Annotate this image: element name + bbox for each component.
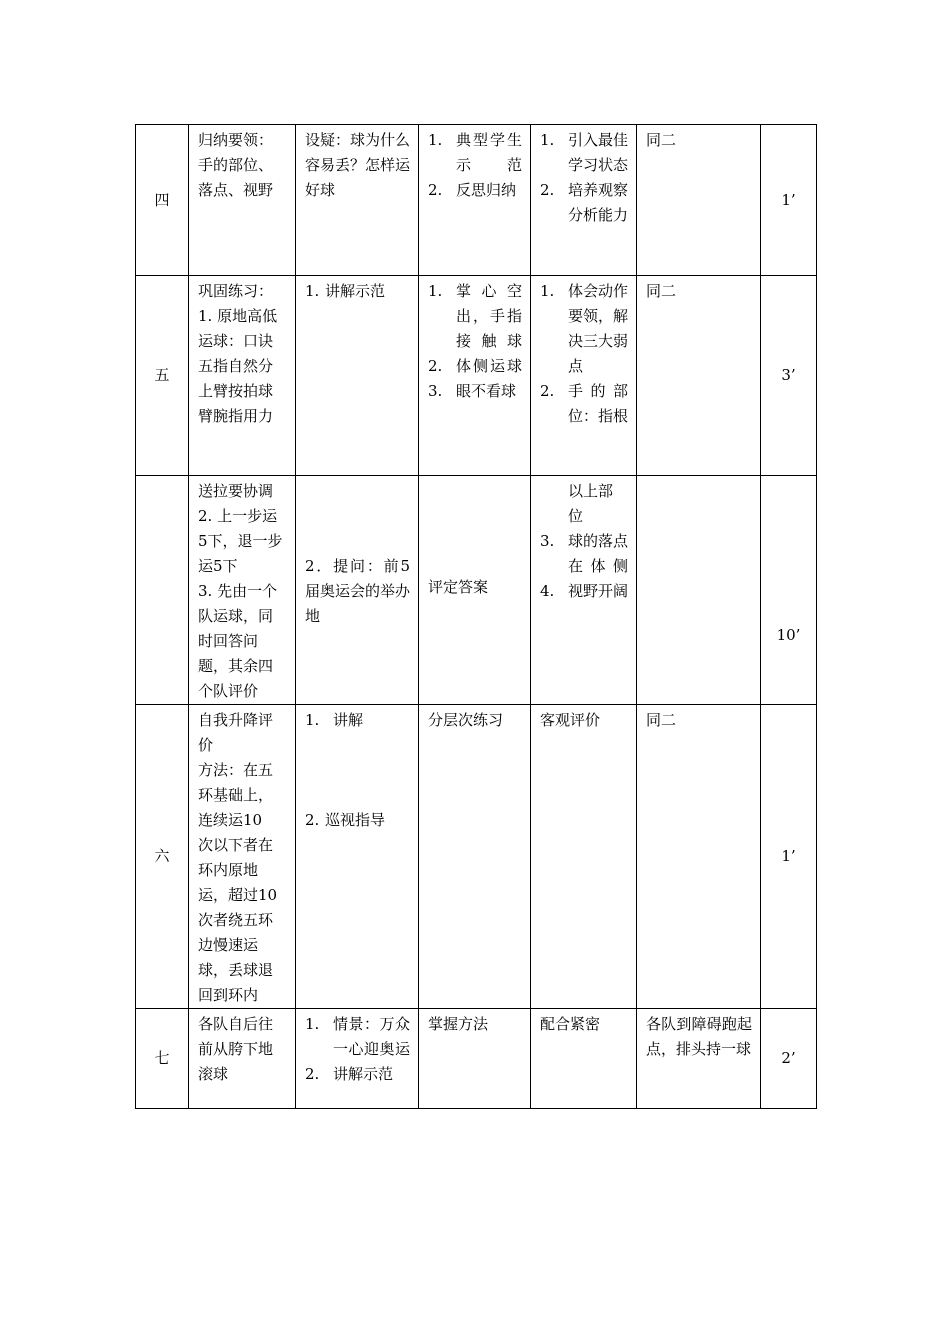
content-cell [189,1009,296,1109]
table-row [136,276,817,476]
content-cell [189,125,296,276]
list-item [305,708,410,733]
step-number: 四 [136,125,189,276]
list-item [540,529,628,579]
table-row [136,705,817,1009]
list-item [540,128,628,178]
teacher-cell [296,125,419,276]
student-text: 评定答案 [428,578,489,596]
list-item [428,279,522,354]
content-line: 2. 上一步运 [198,507,278,525]
content-line: 巩固练习： [198,282,274,300]
content-line: 1. 原地高低 [198,307,278,325]
content-line: 滚球 [198,1065,229,1083]
content-line: 个队评价 [198,682,259,700]
list-item [428,354,522,379]
goal-continuation: 以上部位 [568,482,614,525]
item-text: 讲解示范 [333,1065,394,1083]
list-item [305,1012,410,1062]
list-item [305,279,410,304]
student-cell: 掌握方法 [419,1009,531,1109]
spacer [305,733,410,808]
goal-cell: 客观评价 [531,705,637,1009]
content-line: 价 [198,736,214,754]
step-number: 六 [136,705,189,1009]
item-text: 视野开阔 [568,582,629,600]
content-line: 题，其余四 [198,657,274,675]
list-item [428,178,522,203]
item-text: 典型学生示范 [456,131,522,174]
content-line: 归纳要领： [198,131,274,149]
content-line: 落点、视野 [198,181,274,199]
item-text: 培养观察分析能力 [568,181,629,224]
item-text: 讲解示范 [325,282,386,300]
organization-cell [637,1009,761,1109]
item-text: 反思归纳 [456,181,517,199]
content-line: 运球：口诀 [198,332,274,350]
organization-text: 各队到障碍跑起点，排头持一球 [646,1015,752,1058]
organization-cell: 同二 [637,705,761,1009]
content-line: 上臂按拍球 [198,382,274,400]
content-line: 回到环内 [198,986,259,1004]
time-cell: 3’ [761,276,817,476]
content-line: 送拉要协调 [198,482,274,500]
item-number: 4. [540,582,555,600]
teacher-cell [296,705,419,1009]
time-cell: 1’ [761,705,817,1009]
table-row [136,1009,817,1109]
organization-cell [637,476,761,705]
item-number: 1. [305,711,320,729]
student-cell: 分层次练习 [419,705,531,1009]
item-text: 巡视指导 [325,811,386,829]
table-row [136,476,817,705]
item-number: 2. [305,811,320,829]
item-number: 2. [305,1065,320,1083]
content-line: 五指自然分 [198,357,274,375]
item-number: 1. [305,282,320,300]
teacher-text: 设疑：球为什么容易丢？怎样运好球 [305,131,411,199]
content-line: 队运球，同 [198,607,274,625]
teacher-cell [296,476,419,705]
content-line: 各队自后往 [198,1015,274,1033]
teacher-text: 2．提问：前5届奥运会的举办地 [305,557,411,625]
list-item [540,178,628,228]
time-cell: 2’ [761,1009,817,1109]
student-cell [419,276,531,476]
content-line: 运，超过10 [198,886,278,904]
content-line: 次者绕五环 [198,911,274,929]
item-number: 2. [540,181,555,199]
list-item [540,279,628,379]
content-line: 手的部位、 [198,156,274,174]
list-item [305,808,410,833]
content-line: 5下，退一步 [198,532,283,550]
content-line: 前从胯下地 [198,1040,274,1058]
content-line: 球，丢球退 [198,961,274,979]
item-number: 2. [540,382,555,400]
step-number: 五 [136,276,189,476]
item-text: 体会动作要领，解决三大弱点 [568,282,629,375]
time-cell: 1’ [761,125,817,276]
item-number: 1. [305,1015,320,1033]
content-line: 环内原地 [198,861,259,879]
item-number: 1. [428,282,443,300]
item-text: 眼不看球 [456,382,517,400]
content-line: 方法：在五 [198,761,274,779]
teacher-cell [296,276,419,476]
list-item [540,379,628,429]
content-line: 环基础上， [198,786,274,804]
item-number: 1. [428,131,443,149]
organization-cell: 同二 [637,125,761,276]
student-cell [419,476,531,705]
item-text: 球的落点在体侧 [568,532,629,575]
goal-cell [531,476,637,705]
list-item [428,128,522,178]
item-number: 2. [428,357,443,375]
item-text: 掌心空出，手指接触球 [456,282,522,350]
step-number [136,476,189,705]
goal-cell: 配合紧密 [531,1009,637,1109]
table-row [136,125,817,276]
list-item [428,379,522,404]
content-line: 自我升降评 [198,711,274,729]
list-item [305,1062,410,1087]
content-cell [189,476,296,705]
item-text: 讲解 [333,711,364,729]
content-cell [189,705,296,1009]
content-line: 运5下 [198,557,238,575]
item-number: 2. [428,181,443,199]
item-text: 手的部位：指根 [568,382,629,425]
goal-cell [531,125,637,276]
item-text: 引入最佳学习状态 [568,131,629,174]
organization-cell: 同二 [637,276,761,476]
content-line: 3. 先由一个 [198,582,278,600]
item-number: 1. [540,131,555,149]
time-cell: 10’ [761,476,817,705]
item-text: 体侧运球 [456,357,522,375]
student-cell [419,125,531,276]
content-line: 臂腕指用力 [198,407,274,425]
goal-cell [531,276,637,476]
list-item [540,579,628,604]
item-number: 1. [540,282,555,300]
item-text: 情景：万众一心迎奥运 [333,1015,410,1058]
lesson-plan-table [135,124,817,1109]
content-cell [189,276,296,476]
teacher-cell [296,1009,419,1109]
item-number: 3. [540,532,555,550]
content-line: 时回答问 [198,632,259,650]
content-line: 连续运10 [198,811,263,829]
item-number: 3. [428,382,443,400]
content-line: 次以下者在 [198,836,274,854]
step-number: 七 [136,1009,189,1109]
content-line: 边慢速运 [198,936,259,954]
